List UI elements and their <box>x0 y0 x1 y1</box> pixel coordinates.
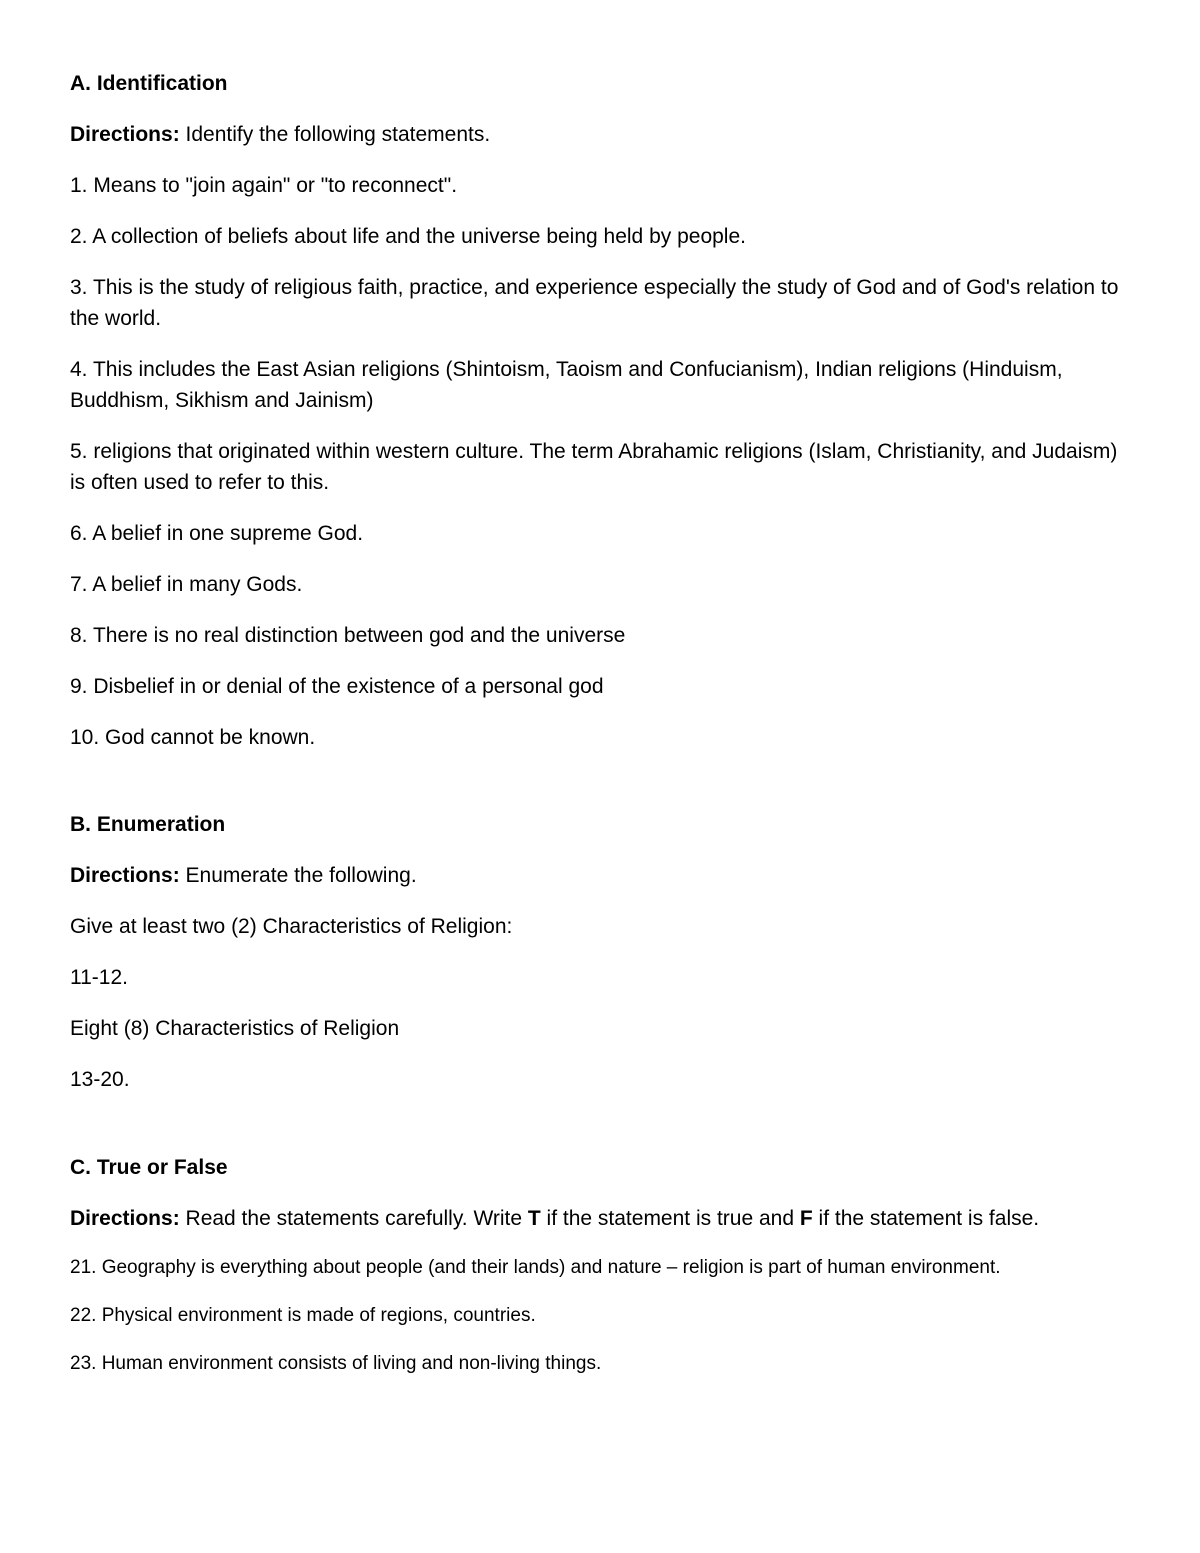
section-a-directions <box>70 119 1130 150</box>
true-false-item-21: 21. Geography is everything about people (and their lands) and nature – religion is part of human environment. <box>70 1257 1001 1278</box>
true-false-item-23: 23. Human environment consists of living and non-living things. <box>70 1353 602 1374</box>
directions-label: Directions: <box>70 864 180 887</box>
letter-t: T <box>527 1207 541 1230</box>
letter-f: F <box>799 1207 813 1230</box>
directions-label: Directions: <box>70 123 180 146</box>
section-b-heading: B. Enumeration <box>70 813 226 836</box>
enumeration-range-1: 11-12. <box>70 966 128 989</box>
enumeration-prompt-1: Give at least two (2) Characteristics of Religion: <box>70 915 513 938</box>
section-a-heading: A. Identification <box>70 72 228 95</box>
enumeration-prompt-2: Eight (8) Characteristics of Religion <box>70 1017 400 1040</box>
identification-item-2: 2. A collection of beliefs about life and the universe being held by people. <box>70 225 746 248</box>
identification-item-7: 7. A belief in many Gods. <box>70 573 303 596</box>
section-c-directions <box>70 1203 1130 1234</box>
identification-item-6: 6. A belief in one supreme God. <box>70 522 364 545</box>
true-false-item-22: 22. Physical environment is made of regions, countries. <box>70 1305 536 1326</box>
identification-item-3: 3. This is the study of religious faith, practice, and experience especially the study of God and of God's relation to the world. <box>70 276 1119 330</box>
directions-text: Enumerate the following. <box>179 864 417 887</box>
directions-text: Identify the following statements. <box>179 123 491 146</box>
directions-text-1: Read the statements carefully. Write <box>179 1207 528 1230</box>
identification-item-8: 8. There is no real distinction between god and the universe <box>70 624 626 647</box>
identification-item-1: 1. Means to "join again" or "to reconnect". <box>70 174 458 197</box>
directions-text-2: if the statement is true and <box>540 1207 800 1230</box>
enumeration-range-2: 13-20. <box>70 1068 130 1091</box>
identification-item-5: 5. religions that originated within western culture. The term Abrahamic religions (Islam, Christianity, and Judaism) is often used to refer to this. <box>70 440 1118 494</box>
directions-text-3: if the statement is false. <box>812 1207 1040 1230</box>
section-b-directions <box>70 860 1130 891</box>
identification-item-4: 4. This includes the East Asian religions (Shintoism, Taoism and Confucianism), Indian religions (Hinduism, Buddhism, Sikhism and Jainism) <box>70 358 1063 412</box>
identification-item-10: 10. God cannot be known. <box>70 726 316 749</box>
document-page <box>70 68 1130 1398</box>
identification-item-9: 9. Disbelief in or denial of the existence of a personal god <box>70 675 604 698</box>
section-c-heading: C. True or False <box>70 1156 228 1179</box>
directions-label: Directions: <box>70 1207 180 1230</box>
